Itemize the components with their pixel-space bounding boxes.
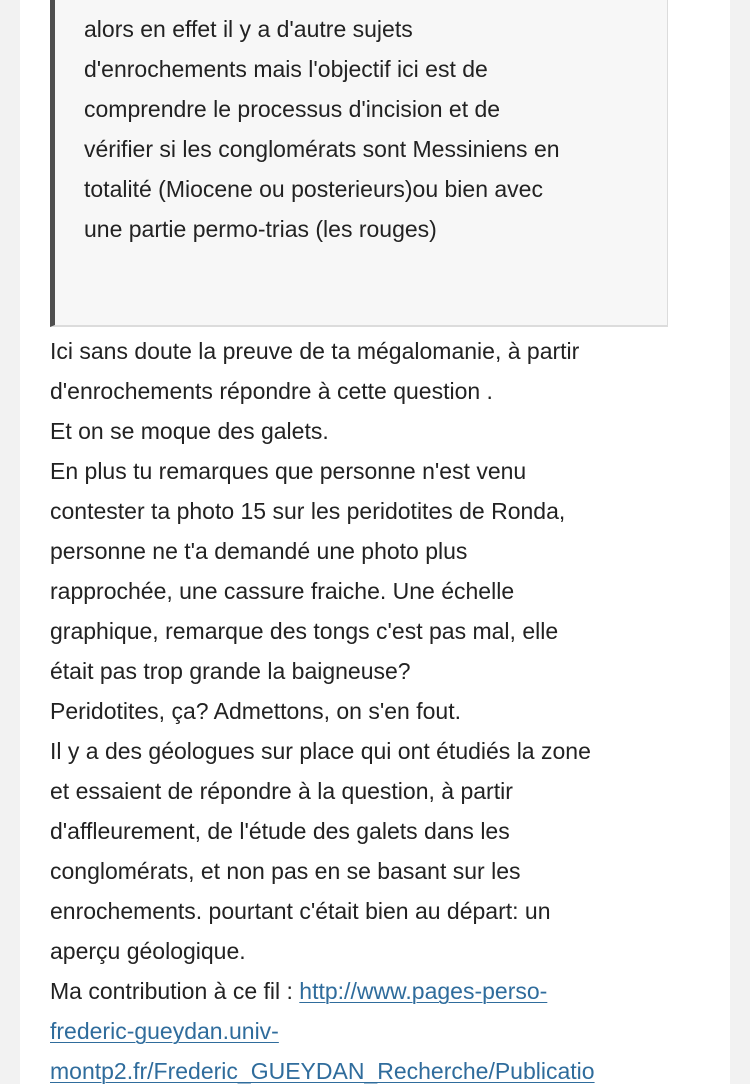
reply-line: Peridotites, ça? Admettons, on s'en fout.: [50, 698, 461, 724]
publication-link[interactable]: montp2.fr/Frederic_GUEYDAN_Recherche/Publicatio: [50, 1058, 595, 1084]
quote-line: une partie permo-trias (les rouges): [84, 216, 437, 242]
publication-link[interactable]: http://www.pages-perso-: [299, 978, 548, 1004]
reply-line: d'affleurement, de l'étude des galets dans les: [50, 818, 510, 844]
reply-line: Et on se moque des galets.: [50, 418, 329, 444]
quote-line: vérifier si les conglomérats sont Messiniens en: [84, 136, 560, 162]
reply-line: rapprochée, une cassure fraiche. Une échelle: [50, 578, 515, 604]
reply-line: personne ne t'a demandé une photo plus: [50, 538, 468, 564]
quote-line: d'enrochements mais l'objectif ici est de: [84, 56, 488, 82]
reply-line: conglomérats, et non pas en se basant sur les: [50, 858, 521, 884]
contribution-label: Ma contribution à ce fil :: [50, 978, 300, 1004]
link-continuation: [50, 1011, 279, 1051]
quote-line: totalité (Miocene ou posterieurs)ou bien avec: [84, 176, 543, 202]
quote-line: alors en effet il y a d'autre sujets: [84, 16, 413, 42]
reply-line: d'enrochements répondre à cette question .: [50, 378, 493, 404]
quoted-message: [50, 0, 668, 327]
quote-line: comprendre le processus d'incision et de: [84, 96, 501, 122]
post-content: [20, 0, 730, 1084]
reply-line: Il y a des géologues sur place qui ont étudiés la zone: [50, 738, 591, 764]
reply-line: En plus tu remarques que personne n'est venu: [50, 458, 527, 484]
reply-line: était pas trop grande la baigneuse?: [50, 658, 411, 684]
link-continuation: [50, 1051, 595, 1084]
reply-line: enrochements. pourtant c'était bien au départ: un: [50, 898, 551, 924]
publication-link[interactable]: frederic-gueydan.univ-: [50, 1018, 279, 1044]
reply-line: Ici sans doute la preuve de ta mégalomanie, à partir: [50, 338, 580, 364]
reply-line: contester ta photo 15 sur les peridotites de Ronda,: [50, 498, 566, 524]
contribution-line: [50, 971, 547, 1011]
reply-line: et essaient de répondre à la question, à partir: [50, 778, 513, 804]
reply-line: graphique, remarque des tongs c'est pas mal, elle: [50, 618, 559, 644]
reply-line: aperçu géologique.: [50, 938, 246, 964]
